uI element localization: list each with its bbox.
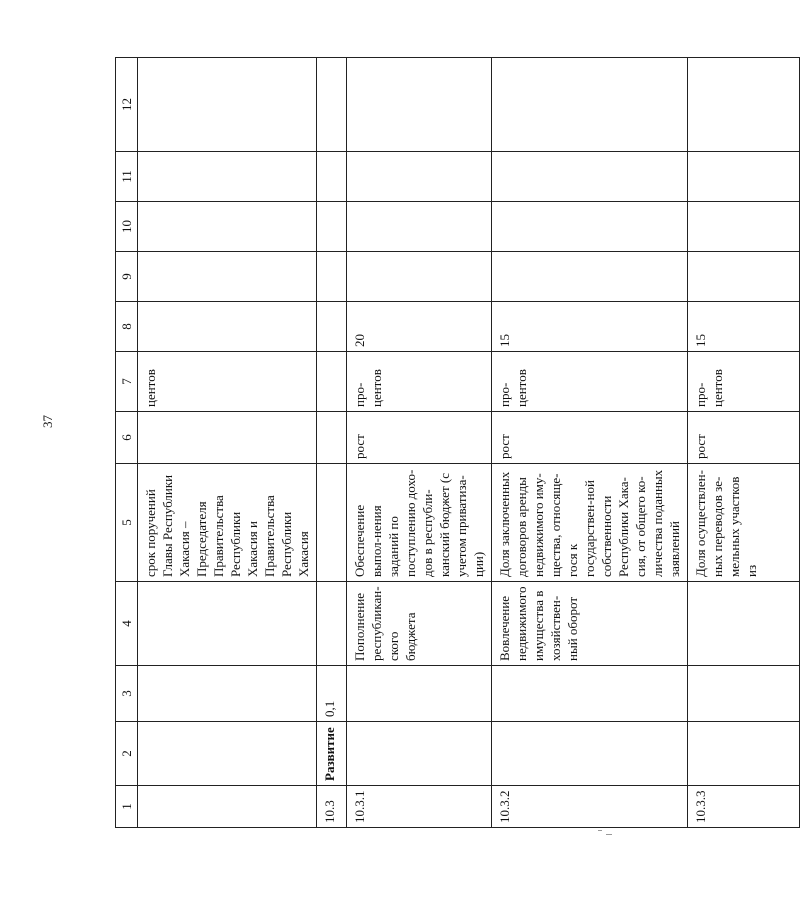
table-row bbox=[688, 58, 800, 828]
cell-col10 bbox=[492, 202, 688, 252]
cell-indicator: срок поручений Главы Республики Хакасия – Председателя Правительства Республики Хакасия и Правительства Республики Хакасия bbox=[138, 464, 317, 582]
column-header: 12 bbox=[116, 58, 138, 152]
cell-col12 bbox=[492, 58, 688, 152]
cell-value: 20 bbox=[347, 302, 492, 352]
column-header: 5 bbox=[116, 464, 138, 582]
cell-number: 10.3.2 bbox=[492, 786, 688, 828]
cell-number: 10.3 bbox=[317, 786, 347, 828]
cell-name bbox=[688, 722, 800, 786]
cell-direction: рост bbox=[688, 412, 800, 464]
cell-col11 bbox=[492, 152, 688, 202]
table-header-row bbox=[116, 58, 138, 828]
table-row bbox=[317, 58, 347, 828]
cell-weight bbox=[688, 666, 800, 722]
column-header: 8 bbox=[116, 302, 138, 352]
column-header: 9 bbox=[116, 252, 138, 302]
cell-value bbox=[317, 302, 347, 352]
table-row bbox=[347, 58, 492, 828]
cell-task bbox=[317, 582, 347, 666]
cell-indicator bbox=[317, 464, 347, 582]
cell-indicator: Обеспечение выпол-нения заданий по поступлению дохо-дов в республи-канский бюджет (с учетом приватиза-ции) bbox=[347, 464, 492, 582]
cell-unit bbox=[317, 352, 347, 412]
cell-weight bbox=[492, 666, 688, 722]
cell-col11 bbox=[347, 152, 492, 202]
cell-col12 bbox=[317, 58, 347, 152]
cell-weight bbox=[138, 666, 317, 722]
cell-col9 bbox=[138, 252, 317, 302]
cell-number: 10.3.3 bbox=[688, 786, 800, 828]
cell-number: 10.3.1 bbox=[347, 786, 492, 828]
column-header: 10 bbox=[116, 202, 138, 252]
cell-name bbox=[138, 722, 317, 786]
cell-col10 bbox=[317, 202, 347, 252]
column-header: 4 bbox=[116, 582, 138, 666]
table-row bbox=[492, 58, 688, 828]
cell-direction: рост bbox=[492, 412, 688, 464]
table-row bbox=[138, 58, 317, 828]
cell-col10 bbox=[688, 202, 800, 252]
column-header: 2 bbox=[116, 722, 138, 786]
cell-col9 bbox=[317, 252, 347, 302]
cell-task bbox=[138, 582, 317, 666]
page-number: 37 bbox=[40, 415, 55, 428]
cell-direction: рост bbox=[347, 412, 492, 464]
rotated-table-container bbox=[115, 58, 759, 828]
cell-col11 bbox=[138, 152, 317, 202]
cell-col12 bbox=[688, 58, 800, 152]
cell-task bbox=[688, 582, 800, 666]
cell-unit: про-центов bbox=[492, 352, 688, 412]
cell-direction bbox=[138, 412, 317, 464]
cell-col9 bbox=[347, 252, 492, 302]
column-header: 11 bbox=[116, 152, 138, 202]
cell-name bbox=[347, 722, 492, 786]
cell-value bbox=[138, 302, 317, 352]
cell-unit: про-центов bbox=[688, 352, 800, 412]
cell-value: 15 bbox=[492, 302, 688, 352]
cell-col11 bbox=[688, 152, 800, 202]
cell-direction bbox=[317, 412, 347, 464]
column-header: 6 bbox=[116, 412, 138, 464]
cell-unit: про-центов bbox=[347, 352, 492, 412]
data-table bbox=[115, 57, 800, 828]
column-header: 7 bbox=[116, 352, 138, 412]
cell-task: Вовлечение недвижимого имущества в хозяйствен-ный оборот bbox=[492, 582, 688, 666]
cell-number bbox=[138, 786, 317, 828]
cell-indicator: Доля заключенных договоров аренды недвижимого иму-щества, относяще-гося к государствен-ной собственности Республики Хака-сия, от общего ко-личества поданных заявлений bbox=[492, 464, 688, 582]
cell-name bbox=[492, 722, 688, 786]
cell-indicator: Доля осуществлен-ных переводов зе-мельных участков из bbox=[688, 464, 800, 582]
cell-weight bbox=[347, 666, 492, 722]
column-header: 3 bbox=[116, 666, 138, 722]
cell-col12 bbox=[347, 58, 492, 152]
column-header: 1 bbox=[116, 786, 138, 828]
cell-col12 bbox=[138, 58, 317, 152]
cell-col10 bbox=[347, 202, 492, 252]
cell-unit: центов bbox=[138, 352, 317, 412]
cell-col9 bbox=[688, 252, 800, 302]
cell-col11 bbox=[317, 152, 347, 202]
cell-col9 bbox=[492, 252, 688, 302]
cell-task: Пополнение республикан-ского бюджета bbox=[347, 582, 492, 666]
cell-weight: 0,1 bbox=[317, 666, 347, 722]
scan-speck bbox=[598, 830, 612, 836]
cell-col10 bbox=[138, 202, 317, 252]
cell-value: 15 bbox=[688, 302, 800, 352]
cell-name: Развитие bbox=[317, 722, 347, 786]
